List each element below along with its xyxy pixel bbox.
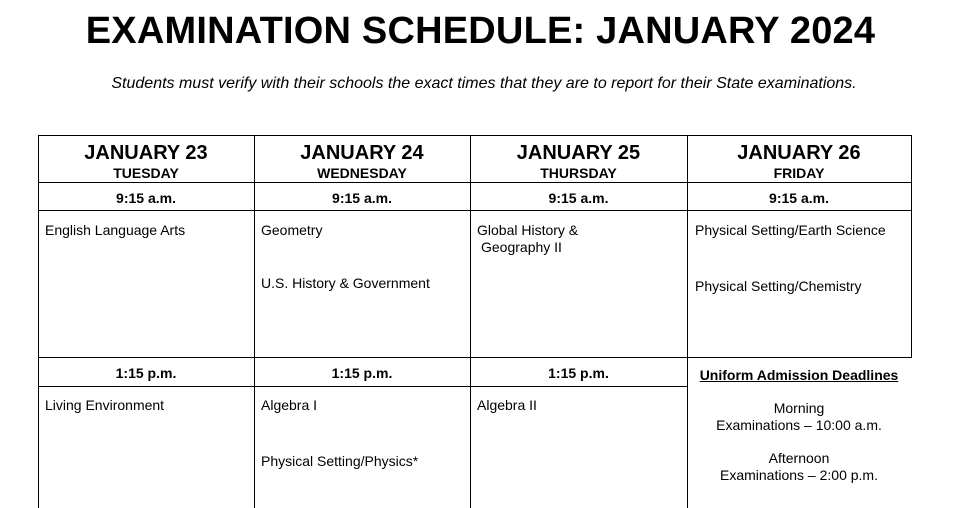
column-2-date: JANUARY 24: [300, 142, 424, 164]
column-4-day: FRIDAY: [773, 165, 825, 181]
column-4-morning-exam-1: Physical Setting/Earth Science: [695, 222, 886, 238]
column-2-day: WEDNESDAY: [317, 165, 407, 181]
column-3-morning-time: 9:15 a.m.: [548, 190, 609, 206]
column-1-day: TUESDAY: [113, 165, 179, 181]
page-title: EXAMINATION SCHEDULE: JANUARY 2024: [85, 10, 876, 52]
column-1-afternoon-exam-1: Living Environment: [45, 397, 165, 413]
morning-deadline-time: Examinations – 10:00 a.m.: [716, 417, 882, 433]
column-2-afternoon-exam-1: Algebra I: [261, 397, 318, 413]
table-border-top: [38, 135, 912, 136]
column-2-afternoon-time: 1:15 p.m.: [331, 365, 393, 381]
column-2-afternoon-exam-2: Physical Setting/Physics*: [261, 453, 419, 469]
column-3-morning-exam-line-2: Geography II: [481, 239, 562, 255]
column-3-afternoon-exam-1: Algebra II: [477, 397, 537, 413]
header-row-divider: [38, 182, 912, 183]
column-2-morning-time: 9:15 a.m.: [332, 190, 392, 206]
column-4-date: JANUARY 26: [737, 142, 861, 164]
page-subtitle: Students must verify with their schools the exact times that they are to report for their State examinations.: [111, 75, 857, 92]
column-3-morning-exam-line-1: Global History &: [477, 222, 579, 238]
column-4-morning-time: 9:15 a.m.: [769, 190, 829, 206]
column-1-morning-time: 9:15 a.m.: [116, 190, 176, 206]
morning-bottom-divider-left: [38, 357, 688, 358]
morning-deadline-label: Morning: [773, 400, 825, 416]
afternoon-deadline-label: Afternoon: [768, 450, 830, 466]
schedule-table: [38, 135, 912, 508]
column-1-date: JANUARY 23: [84, 142, 208, 164]
column-2-morning-exam-2: U.S. History & Government: [261, 275, 430, 291]
column-1-afternoon-time: 1:15 p.m.: [115, 365, 177, 381]
afternoon-time-row-divider: [38, 386, 688, 387]
afternoon-deadline-time: Examinations – 2:00 p.m.: [720, 467, 878, 483]
column-2-morning-exam-1: Geometry: [261, 222, 323, 238]
admission-deadlines-heading: Uniform Admission Deadlines: [699, 367, 899, 383]
morning-time-row-divider: [38, 210, 912, 211]
column-3-date: JANUARY 25: [516, 142, 641, 164]
column-3-day: THURSDAY: [540, 165, 617, 181]
column-3-afternoon-time: 1:15 p.m.: [548, 365, 609, 381]
column-4-morning-exam-2: Physical Setting/Chemistry: [695, 278, 862, 294]
column-1-morning-exam-1: English Language Arts: [45, 222, 186, 238]
table-border-right: [911, 135, 912, 358]
morning-bottom-divider-right: [687, 357, 912, 358]
